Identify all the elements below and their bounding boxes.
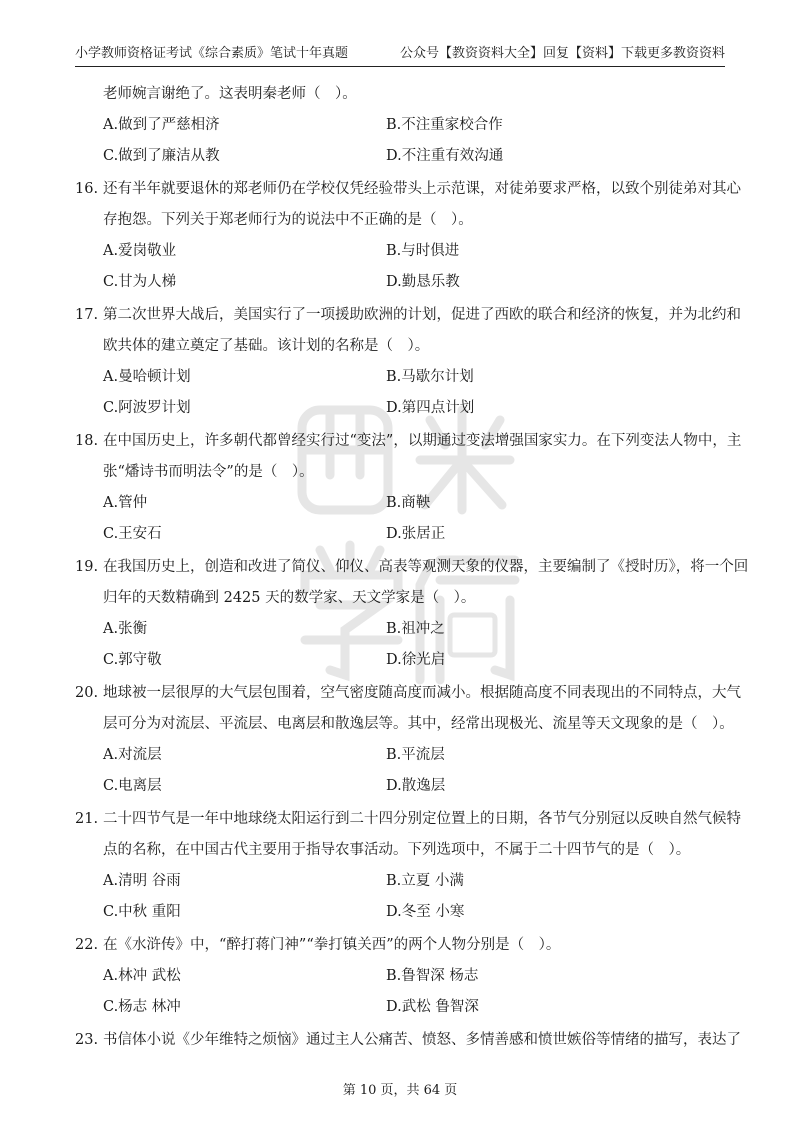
header-left-title: 小学教师资格证考试《综合素质》笔试十年真题: [75, 46, 349, 61]
question-number: 19.: [75, 559, 99, 575]
option: C.王安石: [103, 526, 162, 542]
question-text: 欧共体的建立奠定了基础。该计划的名称是（ ）。: [103, 338, 430, 354]
option: D.散逸层: [386, 778, 446, 794]
question-text: 书信体小说《少年维特之烦恼》通过主人公痛苦、愤怒、多情善感和愤世嫉俗等情绪的描写，表达了: [103, 1032, 741, 1048]
option: D.徐光启: [386, 652, 446, 668]
option: B.马歇尔计划: [386, 369, 474, 385]
option: C.杨志 林冲: [103, 999, 181, 1015]
option: D.张居正: [386, 526, 446, 542]
option: A.张衡: [103, 621, 148, 637]
watermark-seal: [450, 615, 495, 655]
question-number: 18.: [75, 433, 99, 449]
question-text: 在中国历史上，许多朝代都曾经实行过“变法”，以期通过变法增强国家实力。在下列变法人物中，主: [103, 433, 742, 449]
option: A.林冲 武松: [103, 968, 181, 984]
option: B.与时俱进: [386, 243, 460, 259]
question-text: 第二次世界大战后，美国实行了一项援助欧洲的计划，促进了西欧的联合和经济的恢复，并为北约和: [103, 307, 741, 323]
option: A.管仲: [103, 495, 148, 511]
question-number: 21.: [75, 811, 99, 827]
watermark-char-xi: [302, 410, 388, 510]
option: D.武松 鲁智深: [386, 999, 479, 1015]
option: A.曼哈顿计划: [103, 369, 191, 385]
question-text: 在我国历史上，创造和改进了简仪、仰仪、高表等观测天象的仪器，主要编制了《授时历》，将一个回: [103, 559, 749, 575]
option: A.对流层: [103, 747, 162, 763]
option: C.甘为人梯: [103, 274, 177, 290]
option: D.第四点计划: [386, 400, 475, 416]
option: A.清明 谷雨: [103, 873, 181, 889]
question-text: 层可分为对流层、平流层、电离层和散逸层等。其中，经常出现极光、流星等天文现象的是（ ）。: [103, 716, 734, 732]
question-number: 17.: [75, 307, 99, 323]
option: B.平流层: [386, 747, 445, 763]
question-text: 归年的天数精确到 2425 天的数学家、天文学家是（ ）。: [103, 590, 476, 606]
option: B.祖冲之: [386, 621, 445, 637]
option: B.商鞅: [386, 495, 431, 511]
page-footer: 第 10 页，共 64 页: [342, 1083, 458, 1098]
option: C.电离层: [103, 778, 162, 794]
question-number: 22.: [75, 937, 99, 953]
option: B.不注重家校合作: [386, 117, 503, 133]
question-text: 地球被一层很厚的大气层包围着，空气密度随高度而减小。根据随高度不同表现出的不同特点，大气: [103, 685, 741, 701]
option: A.做到了严慈相济: [103, 117, 220, 133]
question-text: 张“燔诗书而明法令”的是（ ）。: [103, 464, 314, 480]
question-text: 存抱怨。下列关于郑老师行为的说法中不正确的是（ ）。: [103, 212, 473, 228]
option: D.冬至 小寒: [386, 904, 465, 920]
option: A.爱岗敬业: [103, 243, 177, 259]
watermark-char-mi: [420, 410, 510, 510]
option: B.立夏 小满: [386, 873, 464, 889]
question-number: 20.: [75, 685, 99, 701]
question-text: 还有半年就要退休的郑老师仍在学校仅凭经验带头上示范课，对徒弟要求严格，以致个别徒弟对其心: [103, 181, 741, 197]
question-text: 在《水浒传》中，“醉打蒋门神”“拳打镇关西”的两个人物分别是（ ）。: [103, 937, 561, 953]
question-text: 二十四节气是一年中地球绕太阳运行到二十四分别定位置上的日期，各节气分别冠以反映自然气候特: [103, 811, 741, 827]
option: C.中秋 重阳: [103, 904, 181, 920]
continuation-text: 老师婉言谢绝了。这表明秦老师（ ）。: [103, 86, 357, 102]
question-number: 16.: [75, 181, 99, 197]
page-header: [75, 44, 725, 67]
option: D.不注重有效沟通: [386, 148, 504, 164]
header-right-note: 公众号【教资资料大全】回复【资料】下载更多教资资料: [399, 46, 725, 61]
option: C.郭守敬: [103, 652, 162, 668]
option: B.鲁智深 杨志: [386, 968, 479, 984]
option: C.做到了廉洁从教: [103, 148, 220, 164]
question-number: 23.: [75, 1032, 99, 1048]
option: C.阿波罗计划: [103, 400, 191, 416]
question-text: 点的名称，在中国古代主要用于指导农事活动。下列选项中，不属于二十四节气的是（ ）。: [103, 842, 691, 858]
option: D.勤恳乐教: [386, 274, 460, 290]
